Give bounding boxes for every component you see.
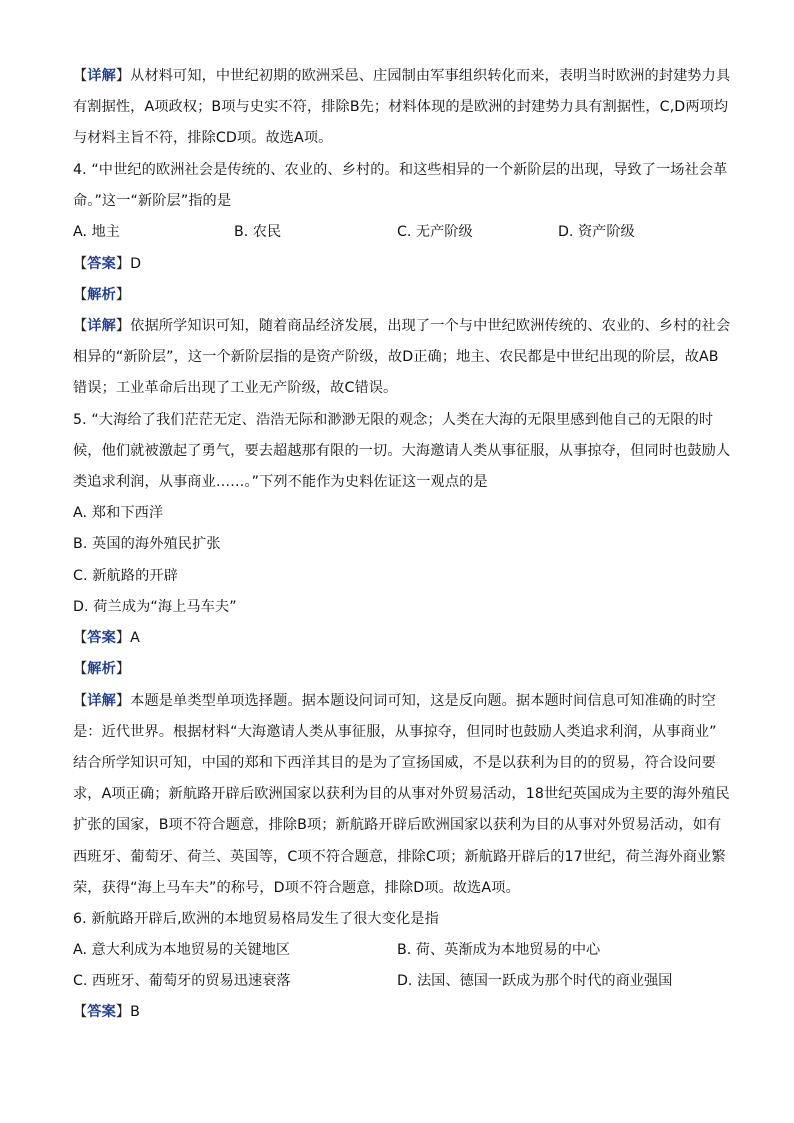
detail-tag: 【详解】 [73,68,131,84]
q4-answer-value: D [130,256,142,272]
q6-option-c: C. 西班牙、葡萄牙的贸易迅速衰落 [73,973,291,989]
q6-answer [73,1002,140,1022]
prev-detail-line-3: 与材料主旨不符，排除CD项。故选A项。 [73,130,333,146]
q4-option-c: C. 无产阶级 [397,224,473,240]
q5-detail-line-2: 是：近代世界。根据材料“大海邀请人类从事征服，从事掠夺，但同时也鼓励人类追求利润，从事商业” [73,724,717,740]
q4-option-d: D. 资产阶级 [558,224,635,240]
q5-detail-line-7: 荣，获得“海上马车夫”的称号，D项不符合题意，排除D项。故选A项。 [73,880,520,896]
q5-option-a: A. 郑和下西洋 [73,505,164,521]
detail-tag: 【详解】 [73,693,131,709]
q5-detail-line-5: 扩张的国家，B项不符合题意，排除B项；新航路开辟后欧洲国家以获利为目的从事对外贸易活动，如有 [73,817,722,833]
q4-detail-line-1: 【详解】依据所学知识可知，随着商品经济发展，出现了一个与中世纪欧洲传统的、农业的、乡村的社会 [73,318,731,334]
q4-stem-line-2: 命。”这一“新阶层”指的是 [73,193,232,209]
q4-answer [73,254,141,274]
q5-stem-line-2: 候，他们就被激起了勇气，要去超越那有限的一切。大海邀请人类从事征服，从事掠夺，但同时也鼓励人 [73,443,731,459]
q5-stem-line-1: 5. “大海给了我们茫茫无定、浩浩无际和渺渺无限的观念；人类在大海的无限里感到他自己的无限的时 [73,412,714,428]
q5-option-d: D. 荷兰成为“海上马车夫” [73,599,237,615]
q4-option-b: B. 农民 [234,224,282,240]
q5-analysis [73,659,130,679]
prev-detail-line-1: 【详解】从材料可知，中世纪初期的欧洲采邑、庄园制由军事组织转化而来，表明当时欧洲的封建势力具 [73,68,731,84]
q5-answer-value: A [130,630,140,646]
q5-detail-line-6: 西班牙、葡萄牙、荷兰、英国等，C项不符合题意，排除C项；新航路开辟后的17世纪，荷兰海外商业繁 [73,849,726,865]
q6-answer-value: B [130,1004,141,1020]
q6-option-b: B. 荷、英渐成为本地贸易的中心 [397,942,601,958]
q5-option-c: C. 新航路的开辟 [73,568,178,584]
q5-detail-line-3: 结合所学知识可知，中国的郑和下西洋其目的是为了宣扬国威，不是以获利为目的的贸易，符合设问要 [73,755,716,771]
detail-tag: 【详解】 [73,318,131,334]
answer-tag: 【答案】 [73,1004,131,1020]
q5-detail-line-4: 求，A项正确；新航路开辟后欧洲国家以获利为目的从事对外贸易活动，18世纪英国成为主要的海外殖民 [73,786,730,802]
q5-answer [73,628,140,648]
q4-analysis [73,285,130,305]
analysis-tag: 【解析】 [73,661,131,677]
q5-option-b: B. 英国的海外殖民扩张 [73,536,221,552]
q4-option-a: A. 地主 [73,224,120,240]
q6-stem: 6. 新航路开辟后,欧洲的本地贸易格局发生了很大变化是指 [73,911,439,927]
q4-detail-line-2: 相异的“新阶层”，这一个新阶层指的是资产阶级，故D正确；地主、农民都是中世纪出现的阶层，故AB [73,349,719,365]
q4-stem-line-1: 4. “中世纪的欧洲社会是传统的、农业的、乡村的。和这些相异的一个新阶层的出现，导致了一场社会革 [73,162,728,178]
q4-detail-line-3: 错误；工业革命后出现了工业无产阶级，故C错误。 [73,380,398,396]
prev-detail-line-2: 有割据性，A项政权；B项与史实不符，排除B先；材料体现的是欧洲的封建势力具有割据性，C,D两项均 [73,99,729,115]
q5-detail-line-1: 【详解】本题是单类型单项选择题。据本题设问词可知，这是反向题。据本题时间信息可知准确的时空 [73,693,716,709]
answer-tag: 【答案】 [73,256,131,272]
q6-option-d: D. 法国、德国一跃成为那个时代的商业强国 [397,973,673,989]
q6-option-a: A. 意大利成为本地贸易的关键地区 [73,942,291,958]
analysis-tag: 【解析】 [73,287,131,303]
q5-stem-line-3: 类追求利润，从事商业……。”下列不能作为史料佐证这一观点的是 [73,474,488,490]
answer-tag: 【答案】 [73,630,131,646]
